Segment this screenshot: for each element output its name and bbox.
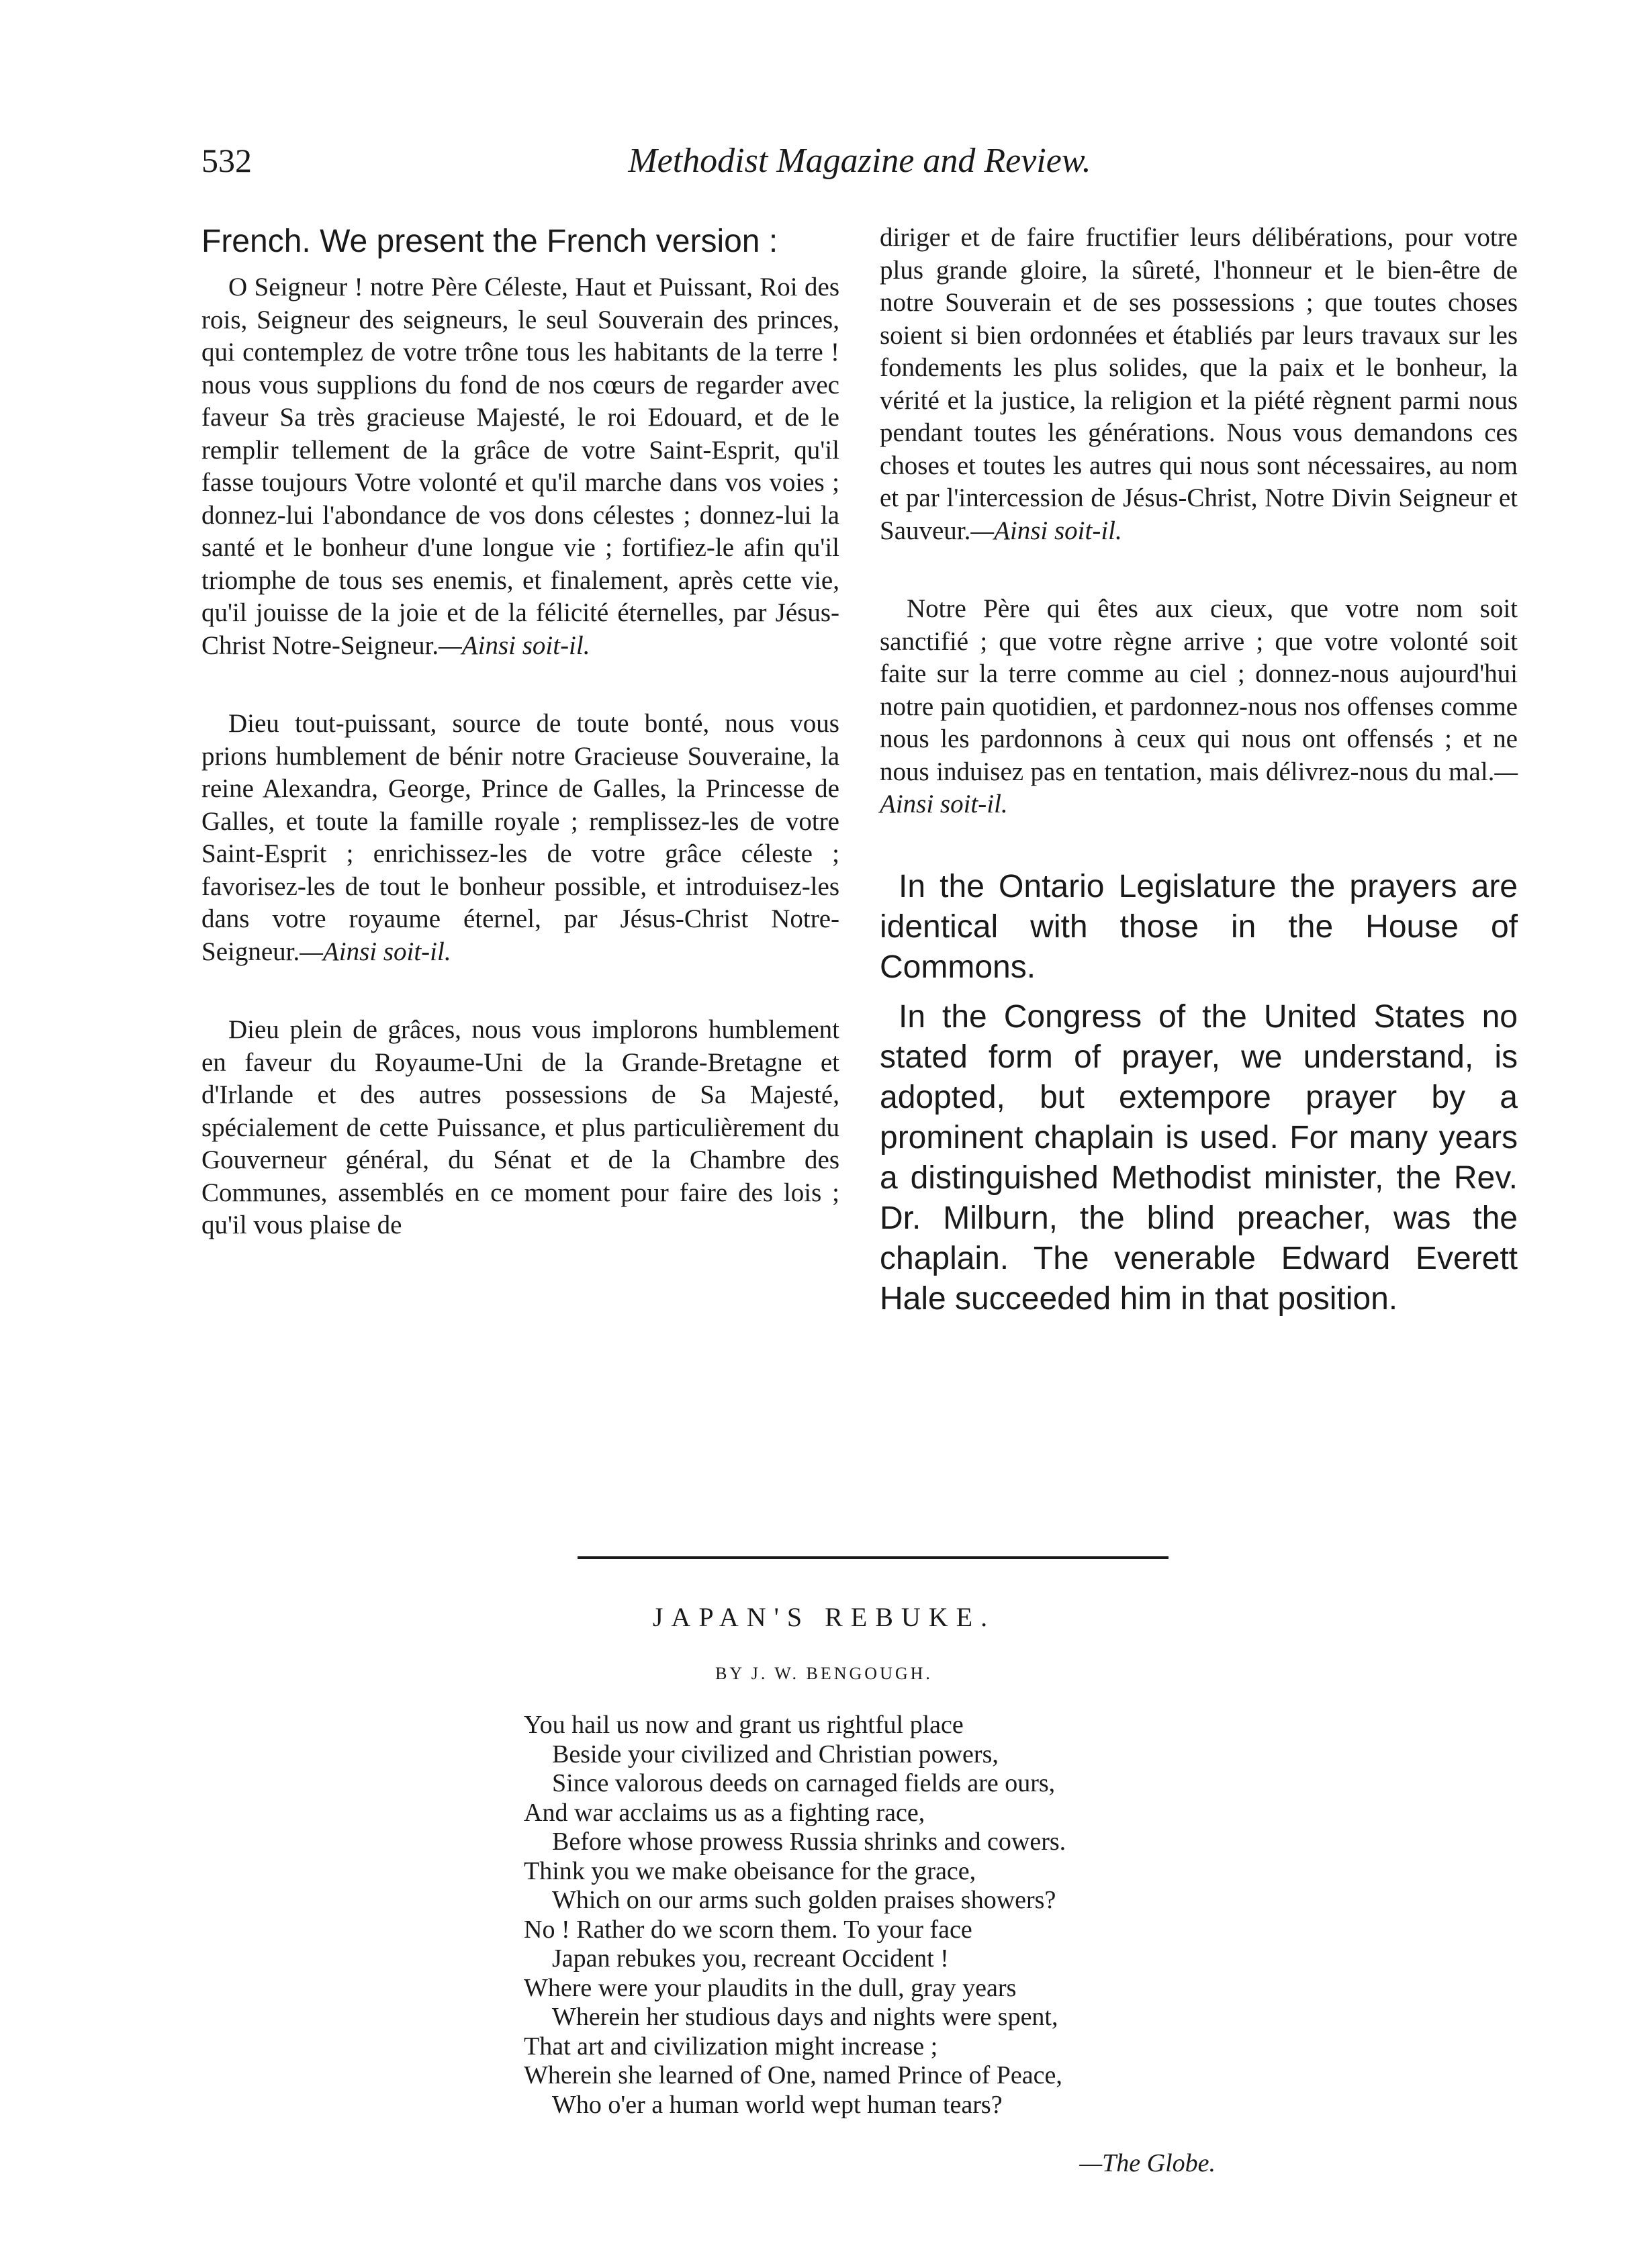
prayer-paragraph — [880, 593, 1518, 821]
poem-line: And war acclaims us as a fighting race, — [524, 1798, 925, 1827]
poem-line: Beside your civilized and Christian powers, — [552, 1740, 999, 1768]
poem-line: Japan rebukes you, recreant Occident ! — [552, 1944, 949, 1973]
amen-text: —Ainsi soit-il. — [439, 630, 590, 660]
prayer-text: Notre Père qui êtes aux cieux, que votre nom soit sanctifié ; que votre règne arrive ; que votre volonté soit faite sur la terre comme au ciel ; donnez-nous aujourd'hui notre pain quotidien, et pardonnez-nous nos offenses comme nous les pardonnons à ceux qui nous ont offensés ; et ne nous induisez pas en tentation, mais délivrez-nous du mal. — [880, 594, 1518, 786]
amen-text: —Ainsi soit-il. — [300, 937, 451, 966]
poem-title: JAPAN'S REBUKE. — [652, 1602, 996, 1632]
poem-line: Since valorous deeds on carnaged fields are ours, — [552, 1769, 1056, 1797]
congress-paragraph: In the Congress of the United States no stated form of prayer, we understand, is adopted, but extempore prayer by a prominent chaplain is used. For many years a distinguished Methodist minister, the Rev. Dr. Milburn, the blind preacher, was the chaplain. The venerable Edward Everett Hale succeeded him in that position. — [880, 998, 1518, 1317]
poem-author: BY J. W. BENGOUGH. — [715, 1664, 933, 1683]
amen-text: —Ainsi soit-il. — [880, 757, 1518, 818]
prayer-text: O Seigneur ! notre Père Céleste, Haut et Puissant, Roi des rois, Seigneur des seigneurs, le seul Souverain des princes, qui contemplez de votre trône tous les habitants de la terre ! nous vous supplions du fond de nos cœurs de regarder avec faveur Sa très gracieuse Majesté, le roi Edouard, et de le remplir tellement de la grâce de votre Saint-Esprit, qu'il fasse toujours Votre volonté et qu'il marche dans vos voies ; donnez-lui l'abondance de vos dons célestes ; donnez-lui la santé et le bonheur d'une longue vie ; fortifiez-le afin qu'il triomphe de tous ses enemis, et finalement, après cette vie, qu'il jouisse de la joie et de la félicité éternelles, par Jésus-Christ Notre-Seigneur. — [201, 273, 839, 660]
poem-line: No ! Rather do we scorn them. To your face — [524, 1915, 972, 1944]
prayer-paragraph — [880, 222, 1518, 547]
page-number: 532 — [201, 142, 252, 179]
prayer-paragraph — [201, 1014, 839, 1242]
prayer-paragraph — [201, 708, 839, 968]
poem-line: Wherein she learned of One, named Prince of Peace, — [524, 2061, 1062, 2089]
intro-paragraph: French. We present the French version : — [201, 224, 778, 259]
ontario-paragraph: In the Ontario Legislature the prayers are identical with those in the House of Commons. — [880, 868, 1518, 985]
amen-text: —Ainsi soit-il. — [970, 516, 1122, 545]
prayer-text: diriger et de faire fructifier leurs délibérations, pour votre plus grande gloire, la sûreté, l'honneur et le bien-être de notre Souverain et de ses possessions ; que toutes choses soient si bien ordonnées et établiés par leurs travaux sur les fondements les plus solides, que la paix et le bonheur, la vérité et la justice, la religion et la piété règnent parmi nous pendant toutes les générations. Nous vous demandons ces choses et toutes les autres qui nous sont nécessaires, au nom et par l'intercession de Jésus-Christ, Notre Divin Seigneur et Sauveur. — [880, 223, 1518, 545]
poem-source: —The Globe. — [1079, 2149, 1216, 2177]
page-header — [201, 141, 1518, 195]
prayer-text: Dieu plein de grâces, nous vous implorons humblement en faveur du Royaume-Uni de la Grande-Bretagne et d'Irlande et des autres possessions de Sa Majesté, spécialement de cette Puissance, et plus particulièrement du Gouverneur général, du Sénat et de la Chambre des Communes, assemblés en ce moment pour faire des lois ; qu'il vous plaise de — [201, 1015, 839, 1239]
poem-line: Wherein her studious days and nights were spent, — [552, 2003, 1058, 2031]
poem-line: You hail us now and grant us rightful place — [524, 1711, 964, 1739]
prayer-paragraph — [201, 271, 839, 662]
prayer-text: Dieu tout-puissant, source de toute bonté, nous vous prions humblement de bénir notre Gracieuse Souveraine, la reine Alexandra, George, Prince de Galles, la Princesse de Galles, et toute la famille royale ; remplissez-les de votre Saint-Esprit ; enrichissez-les de votre grâce céleste ; favorisez-les de tout le bonheur possible, et introduisez-les dans votre royaume éternel, par Jésus-Christ Notre-Seigneur. — [201, 709, 839, 966]
left-column — [201, 222, 839, 1288]
poem-line: Think you we make obeisance for the grace, — [524, 1856, 976, 1885]
section-divider — [578, 1556, 1169, 1559]
poem-line: Where were your plaudits in the dull, gray years — [524, 1973, 1017, 2002]
poem-body — [524, 1711, 1263, 2120]
poem-line: Before whose prowess Russia shrinks and cowers. — [552, 1828, 1066, 1856]
poem-line: That art and civilization might increase ; — [524, 2032, 938, 2061]
poem-line: Which on our arms such golden praises showers? — [552, 1886, 1056, 1914]
running-title: Methodist Magazine and Review. — [628, 142, 1091, 180]
poem-line: Who o'er a human world wept human tears? — [552, 2090, 1003, 2119]
right-column — [880, 222, 1518, 1329]
